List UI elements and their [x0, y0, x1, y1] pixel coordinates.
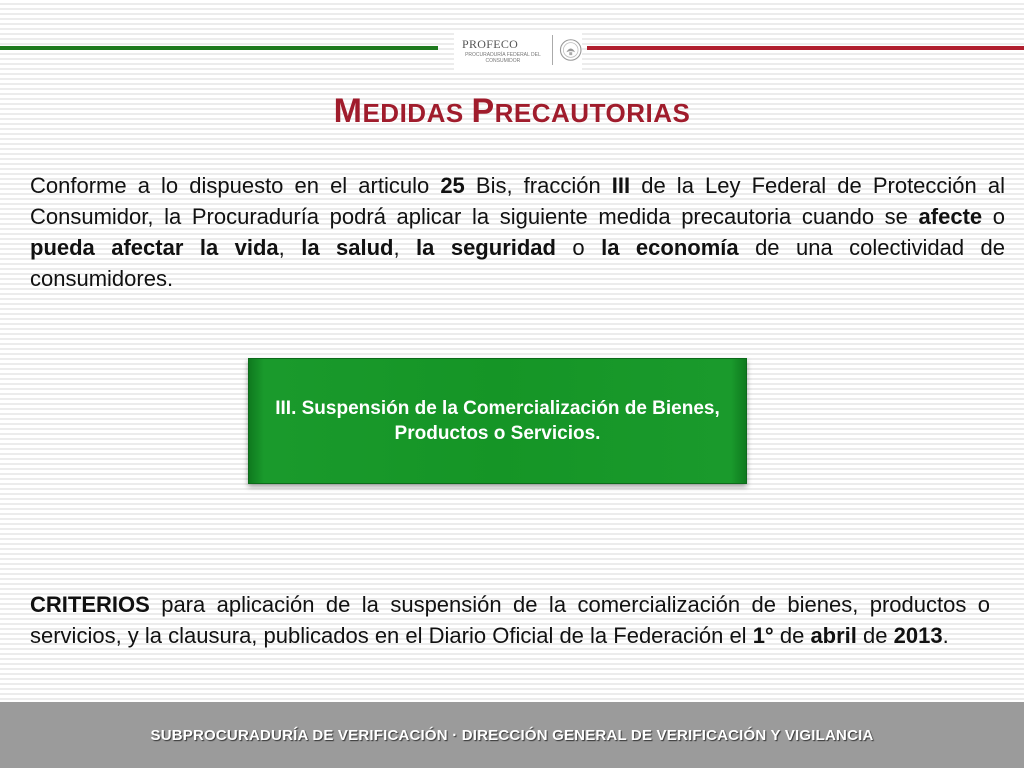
- measure-box-text: III. Suspensión de la Comercialización de Bienes, Productos o Servicios.: [275, 398, 720, 444]
- measure-box: [248, 358, 747, 484]
- logo-subtitle: PROCURADURÍA FEDERAL DEL CONSUMIDOR: [465, 51, 541, 64]
- intro-paragraph: Conforme a lo dispuesto en el articulo 25 Bis, fracción III de la Ley Federal de Protección al Consumidor, la Procuraduría podrá aplicar la siguiente medida precautoria cuando se afecte o pueda afectar la vida, la salud, la seguridad o la economía de una colectividad de consumidores.: [30, 173, 1006, 291]
- header-red-rule: [587, 46, 1024, 50]
- header-green-rule: [0, 46, 438, 50]
- profeco-logo: [454, 30, 582, 70]
- logo-separator: [552, 35, 553, 65]
- logo-text: [462, 37, 544, 64]
- footer-text: SUBPROCURADURÍA DE VERIFICACIÓN · DIRECCIÓN GENERAL DE VERIFICACIÓN Y VIGILANCIA: [150, 726, 874, 744]
- criteria-paragraph: CRITERIOS para aplicación de la suspensión de la comercialización de bienes, productos o servicios, y la clausura, publicados en el Diario Oficial de la Federación el 1° de abril de 2013.: [30, 592, 990, 648]
- footer-bar: [0, 702, 1024, 768]
- logo-wordmark: PROFECO: [462, 36, 519, 51]
- page-title: MEDIDAS PRECAUTORIAS: [333, 92, 691, 130]
- mexico-seal-icon: [559, 34, 582, 66]
